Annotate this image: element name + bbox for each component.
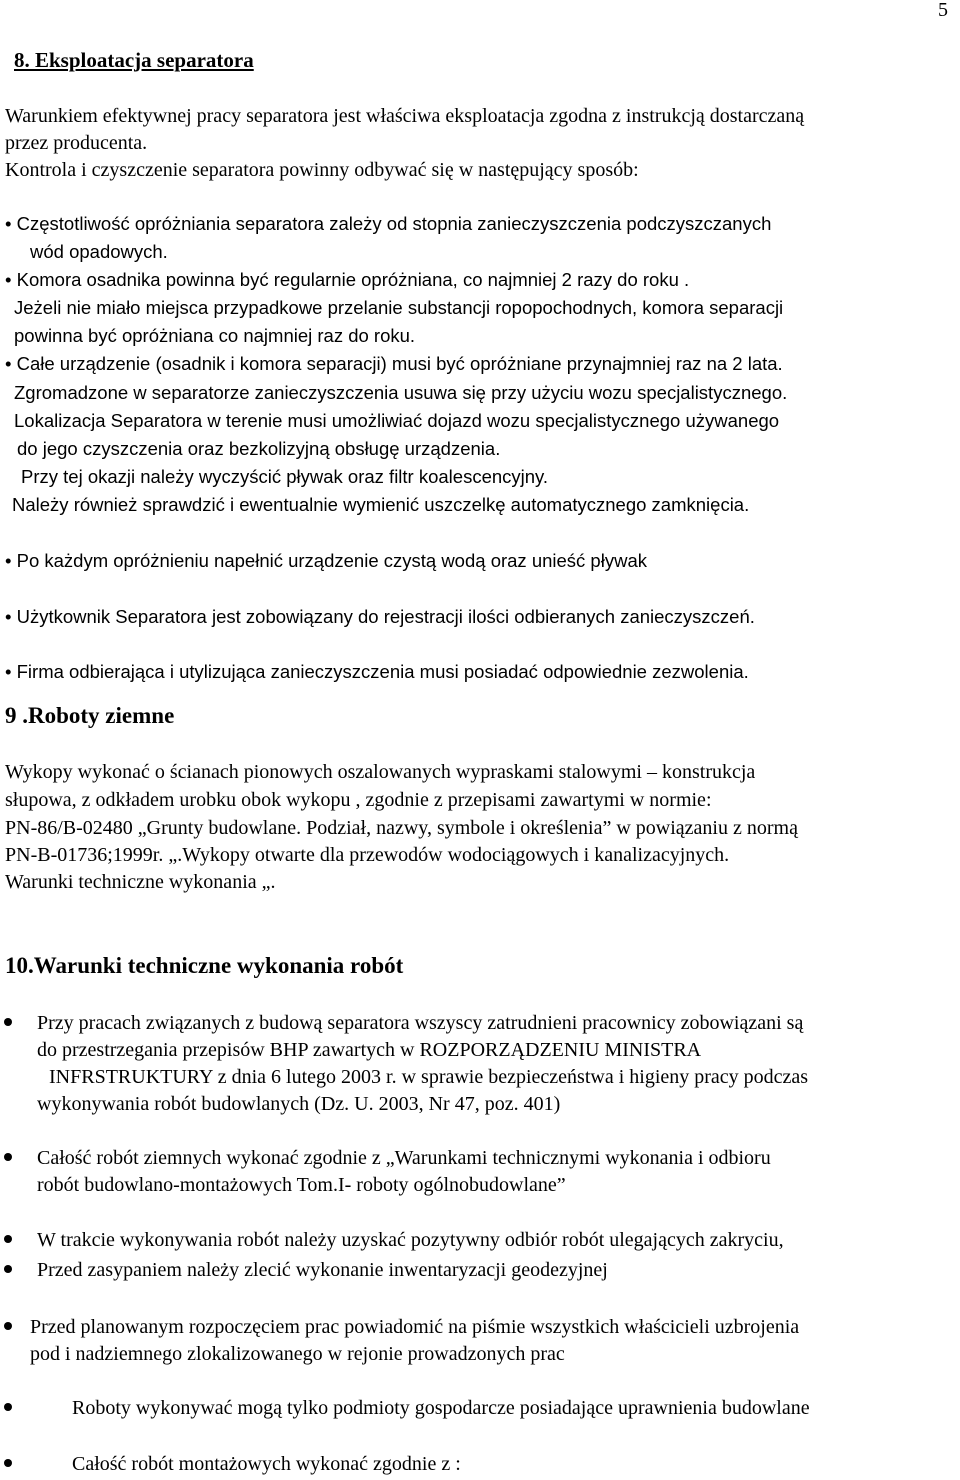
bullet-dot (4, 1322, 12, 1330)
section-8-bullet-2: • Komora osadnika powinna być regularnie opróżniana, co najmniej 2 razy do roku . (5, 269, 690, 290)
section-10-item-5-line-1: Przed planowanym rozpoczęciem prac powiadomić na piśmie wszystkich właścicieli uzbrojenia (30, 1316, 800, 1338)
section-9-line-1: Wykopy wykonać o ścianach pionowych oszalowanych wypraskami stalowymi – konstrukcja (5, 761, 756, 783)
bullet-dot (4, 1153, 12, 1161)
section-9-title: 9 .Roboty ziemne (5, 703, 175, 728)
section-9-line-5: Warunki techniczne wykonania „. (5, 871, 276, 893)
section-10-title: 10.Warunki techniczne wykonania robót (5, 953, 404, 978)
section-8-intro-line-1: Warunkiem efektywnej pracy separatora jest właściwa eksploatacja zgodna z instrukcją dostarczaną (5, 105, 805, 127)
section-8-bullet-3-cont-2: Lokalizacja Separatora w terenie musi umożliwiać dojazd wozu specjalistycznego używanego (14, 410, 780, 431)
section-10-item-6: Roboty wykonywać mogą tylko podmioty gospodarcze posiadające uprawnienia budowlane (72, 1397, 810, 1419)
section-8-intro-line-3: Kontrola i czyszczenie separatora powinny odbywać się w następujący sposób: (5, 159, 639, 181)
section-8-bullet-3: • Całe urządzenie (osadnik i komora separacji) musi być opróżniane przynajmniej raz na 2 lata. (5, 353, 783, 374)
section-10-item-4: Przed zasypaniem należy zlecić wykonanie inwentaryzacji geodezyjnej (37, 1259, 608, 1281)
section-8-bullet-1-cont: wód opadowych. (30, 241, 168, 262)
section-10-item-7: Całość robót montażowych wykonać zgodnie z : (72, 1453, 461, 1475)
section-9-line-2: słupowa, z odkładem urobku obok wykopu , zgodnie z przepisami zawartymi w normie: (5, 789, 712, 811)
section-8-bullet-2-cont-2: powinna być opróżniana co najmniej raz do roku. (14, 325, 416, 346)
bullet-dot (4, 1018, 12, 1026)
section-8-bullet-5: • Użytkownik Separatora jest zobowiązany do rejestracji ilości odbieranych zanieczyszczeń. (5, 606, 755, 627)
section-10-item-2-line-2: robót budowlano-montażowych Tom.I- roboty ogólnobudowlane” (37, 1174, 566, 1196)
section-9-line-4: PN-B-01736;1999r. „.Wykopy otwarte dla przewodów wodociągowych i kanalizacyjnych. (5, 844, 730, 866)
section-8-bullet-3-cont-3: do jego czyszczenia oraz bezkolizyjną obsługę urządzenia. (17, 438, 501, 459)
section-10-item-1-line-4: wykonywania robót budowlanych (Dz. U. 2003, Nr 47, poz. 401) (37, 1093, 561, 1115)
section-10-item-5-line-2: pod i nadziemnego zlokalizowanego w rejonie prowadzonych prac (30, 1343, 565, 1365)
section-9-line-3: PN-86/B-02480 „Grunty budowlane. Podział, nazwy, symbole i określenia” w powiązaniu z normą (5, 817, 798, 839)
section-8-bullet-6: • Firma odbierająca i utylizująca zanieczyszczenia musi posiadać odpowiednie zezwolenia. (5, 661, 749, 682)
section-8-bullet-3-cont-5: Należy również sprawdzić i ewentualnie wymienić uszczelkę automatycznego zamknięcia. (12, 494, 750, 515)
section-8-bullet-3-cont-4: Przy tej okazji należy wyczyścić pływak oraz filtr koalescencyjny. (21, 466, 549, 487)
section-8-bullet-2-cont-1: Jeżeli nie miało miejsca przypadkowe przelanie substancji ropopochodnych, komora separacji (14, 297, 784, 318)
section-10-item-1-line-3: INFRSTRUKTURY z dnia 6 lutego 2003 r. w sprawie bezpieczeństwa i higieny pracy podczas (49, 1066, 809, 1088)
section-10-item-1-line-2: do przestrzegania przepisów BHP zawartych w ROZPORZĄDZENIU MINISTRA (37, 1039, 702, 1061)
section-10-item-3: W trakcie wykonywania robót należy uzyskać pozytywny odbiór robót ulegających zakryciu, (37, 1229, 784, 1251)
bullet-dot (4, 1459, 12, 1467)
bullet-dot (4, 1265, 12, 1273)
section-10-item-2-line-1: Całość robót ziemnych wykonać zgodnie z „Warunkami technicznymi wykonania i odbioru (37, 1147, 771, 1169)
section-8-bullet-4: • Po każdym opróżnieniu napełnić urządzenie czystą wodą oraz unieść pływak (5, 550, 647, 571)
section-8-bullet-1: • Częstotliwość opróżniania separatora zależy od stopnia zanieczyszczenia podczyszczanych (5, 213, 772, 234)
section-8-intro-line-2: przez producenta. (5, 132, 148, 154)
bullet-dot (4, 1403, 12, 1411)
page-number: 5 (938, 0, 948, 21)
section-8-title: 8. Eksploatacja separatora (14, 48, 254, 72)
bullet-dot (4, 1235, 12, 1243)
section-8-bullet-3-cont-1: Zgromadzone w separatorze zanieczyszczenia usuwa się przy użyciu wozu specjalistycznego. (14, 382, 788, 403)
section-10-item-1-line-1: Przy pracach związanych z budową separatora wszyscy zatrudnieni pracownicy zobowiązani są (37, 1012, 804, 1034)
